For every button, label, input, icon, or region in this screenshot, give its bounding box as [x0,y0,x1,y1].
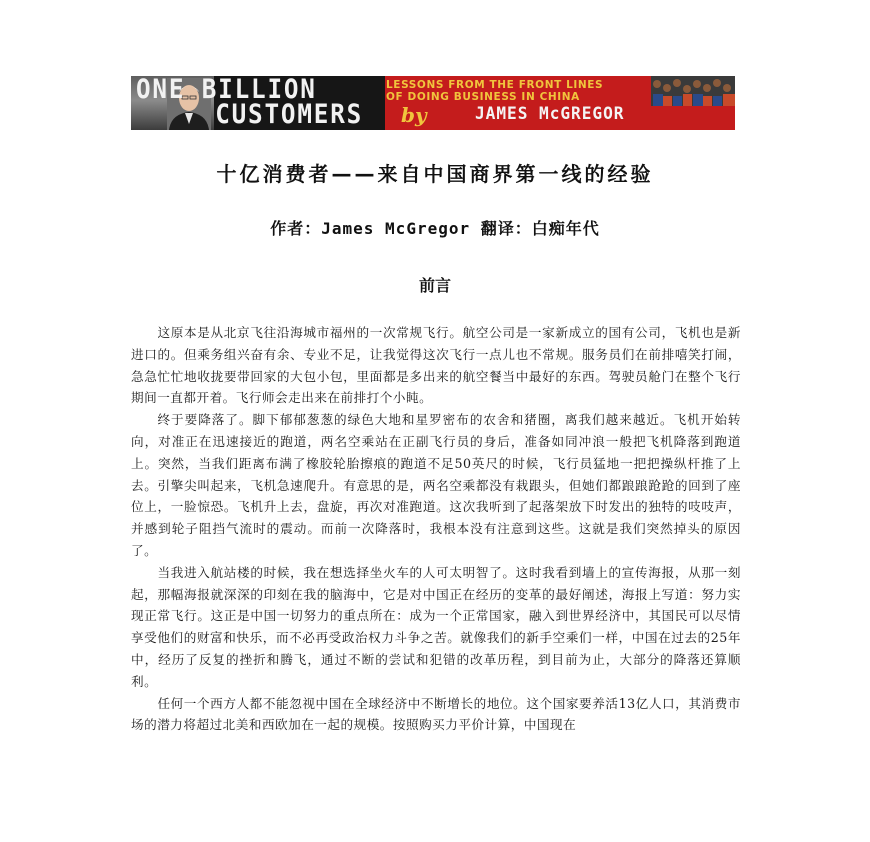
banner-title-line2: CUSTOMERS [215,99,364,130]
paragraph: 当我进入航站楼的时候，我在想选择坐火车的人可太明智了。这时我看到墙上的宣传海报，从那一刻起，那幅海报就深深的印刻在我的脑海中，它是对中国正在经历的变革的最好阐述，海报上写道：努力实现正常飞行。这正是中国一切努力的重点所在：成为一个正常国家，融入到世界经济中，其国民可以尽情享受他们的财富和快乐，而不必再受政治权力斗争之苦。就像我们的新手空乘们一样，中国在过去的25年中，经历了反复的挫折和腾飞，通过不断的尝试和犯错的改革历程，到目前为止，大部分的降落还算顺利。 [131,564,741,689]
banner-author: JAMES McGREGOR [475,104,625,124]
author-translator-credits: 作者：James McGregor 翻译：白痴年代 [270,219,600,238]
book-banner [131,76,735,130]
banner-subtitle [386,79,646,103]
banner-title-line1: ONE BILLION [136,76,317,105]
paragraph: 任何一个西方人都不能忽视中国在全球经济中不断增长的地位。这个国家要养活13亿人口，其消费市场的潜力将超过北美和西欧加在一起的规模。按照购买力平价计算，中国现在 [131,695,741,733]
banner-subtitle-line1: LESSONS FROM THE FRONT LINES [386,79,604,91]
section-heading-preface: 前言 [418,276,451,295]
banner-byline [393,103,733,129]
body-text [131,322,741,736]
paragraph: 这原本是从北京飞往沿海城市福州的一次常规飞行。航空公司是一家新成立的国有公司，飞机也是新进口的。但乘务组兴奋有余、专业不足，让我觉得这次飞行一点儿也不常规。服务员们在前排嘻笑打闹，急急忙忙地收拢要带回家的大包小包，里面都是多出来的航空餐当中最好的东西。驾驶员舱门在整个飞行期间一直都开着。飞行师会走出来在前排打个小盹。 [131,325,741,406]
banner-subtitle-line2: OF DOING BUSINESS IN CHINA [386,91,580,103]
document-title: 十亿消费者——来自中国商界第一线的经验 [216,162,654,186]
crowd-photo [651,76,735,106]
paragraph: 终于要降落了。脚下郁郁葱葱的绿色大地和星罗密布的农舍和猪圈，离我们越来越近。飞机开始转向，对准正在迅速接近的跑道，两名空乘站在正副飞行员的身后，准备如同冲浪一般把飞机降落到跑道上。突然，当我们距离布满了橡胶轮胎擦痕的跑道不足50英尺的时候，飞行员猛地一把把操纵杆推了上去。引擎尖叫起来，飞机急速爬升。有意思的是，两名空乘都没有栽跟头，但她们都踉踉跄跄的回到了座位上，一脸惊恐。飞机升上去，盘旋，再次对准跑道。这次我听到了起落架放下时发出的独特的吱吱声，并感到轮子阻挡气流时的震动。而前一次降落时，我根本没有注意到这些。这就是我们突然掉头的原因了。 [131,412,741,558]
banner-by: by [401,103,427,127]
